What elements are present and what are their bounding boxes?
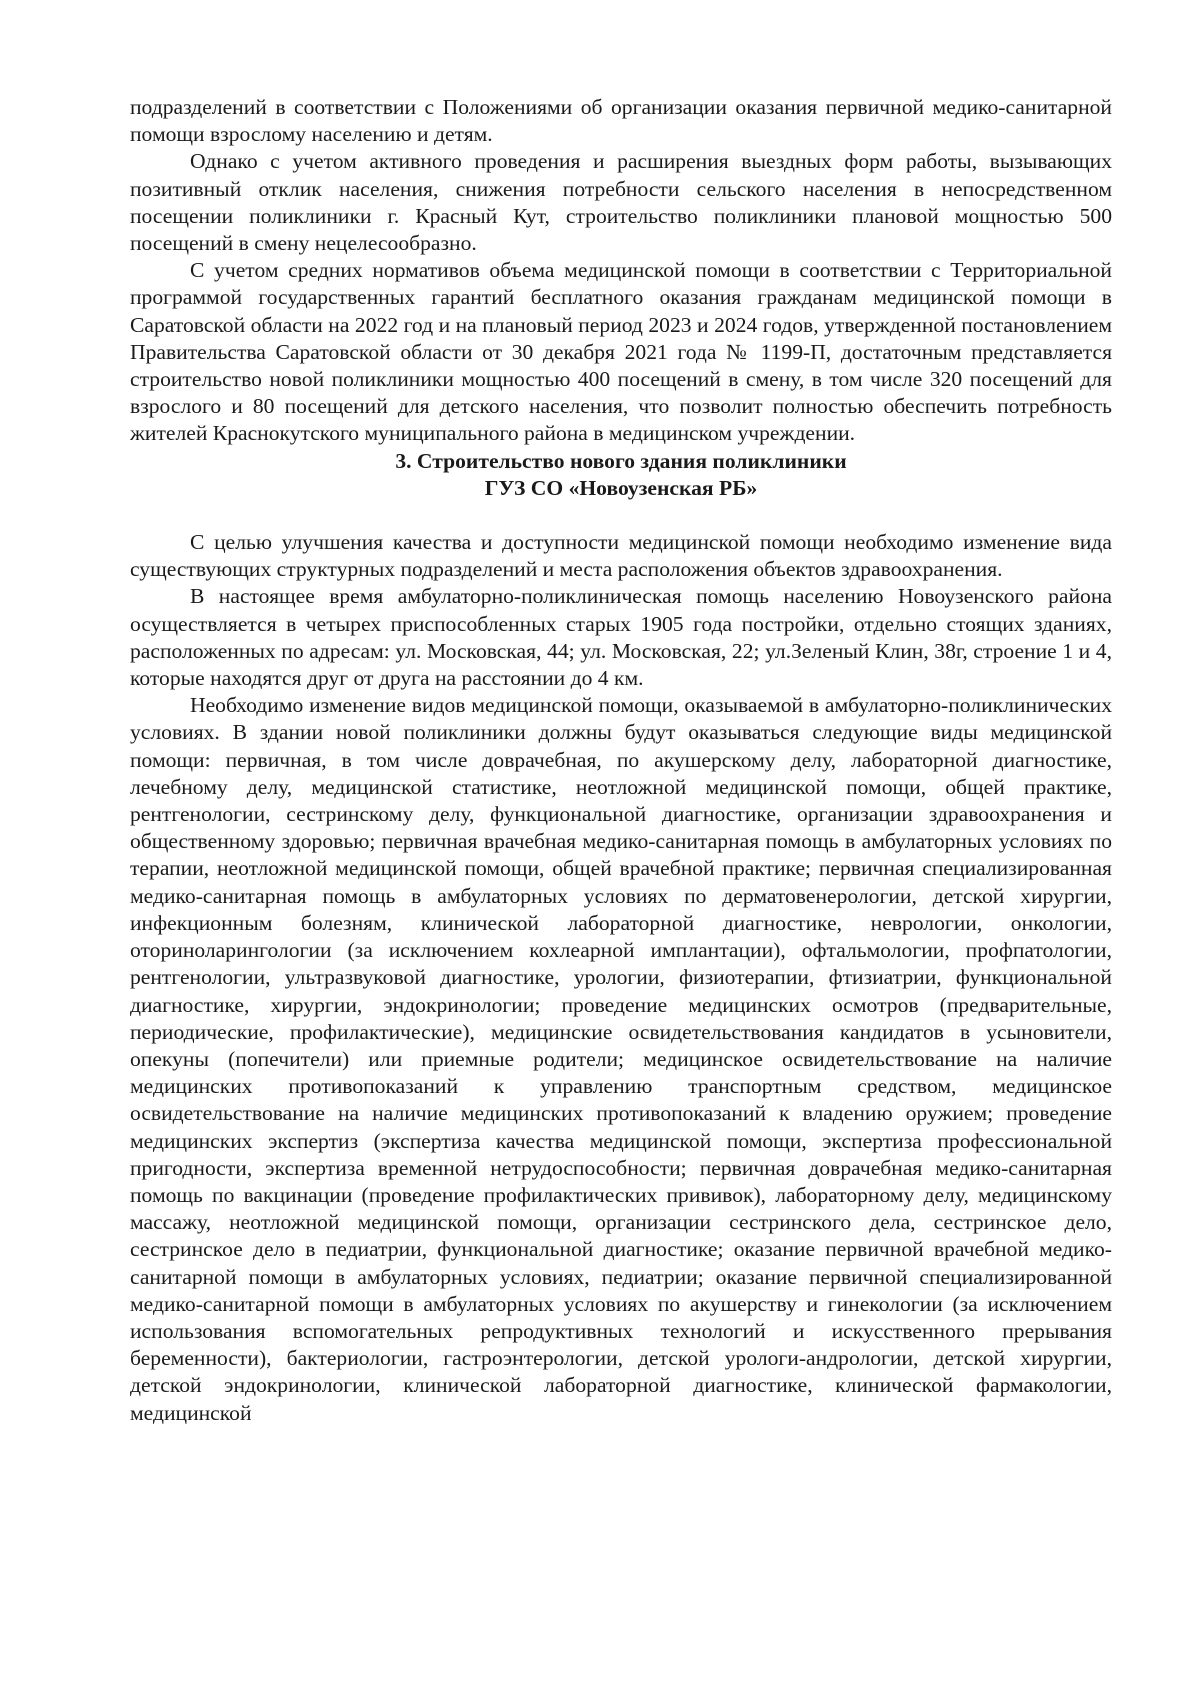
paragraph: С целью улучшения качества и доступности медицинской помощи необходимо изменение вида существующих структурных подразделений и места расположения объектов здравоохранения. — [130, 530, 1112, 582]
section-heading — [130, 448, 1112, 502]
paragraph: С учетом средних нормативов объема медицинской помощи в соответствии с Территориальной программой государственных гарантий бесплатного оказания гражданам медицинской помощи в Саратовской области на 2022 год и на плановый период 2023 и 2024 годов, утвержденной постановлением Правительства Саратовской области от 30 декабря 2021 года № 1199-П, достаточным представляется строительство новой поликлиники мощностью 400 посещений в смену, в том числе 320 посещений для взрослого и 80 посещений для детского населения, что позволит полностью обеспечить потребность жителей Краснокутского муниципального района в медицинском учреждении. — [130, 258, 1112, 446]
section-heading-line: ГУЗ СО «Новоузенская РБ» — [484, 475, 758, 500]
paragraph: Необходимо изменение видов медицинской помощи, оказываемой в амбулаторно-поликлинических условиях. В здании новой поликлиники должны будут оказываться следующие виды медицинской помощи: первичная, в том числе доврачебная, по акушерскому делу, лабораторной диагностике, лечебному делу, медицинской статистике, неотложной медицинской помощи, общей практике, рентгенологии, сестринскому делу, функциональной диагностике, организации здравоохранения и общественному здоровью; первичная врачебная медико-санитарная помощь в амбулаторных условиях по терапии, неотложной медицинской помощи, общей врачебной практике; первичная специализированная медико-санитарная помощь в амбулаторных условиях по дерматовенерологии, детской хирургии, инфекционным болезням, клинической лабораторной диагностике, неврологии, онкологии, оториноларингологии (за исключением кохлеарной имплантации), офтальмологии, профпатологии, рентгенологии, ультразвуковой диагностике, урологии, физиотерапии, фтизиатрии, функциональной диагностике, хирургии, эндокринологии; проведение медицинских осмотров (предварительные, периодические, профилактические), медицинские освидетельствования кандидатов в усыновители, опекуны (попечители) или приемные родители; медицинское освидетельствование на наличие медицинских противопоказаний к управлению транспортным средством, медицинское освидетельствование на наличие медицинских противопоказаний к владению оружием; проведение медицинских экспертиз (экспертиза качества медицинской помощи, экспертиза профессиональной пригодности, экспертиза временной нетрудоспособности; первичная доврачебная медико-санитарная помощь по вакцинации (проведение профилактических прививок), лабораторному делу, медицинскому массажу, неотложной медицинской помощи, организации сестринского дела, сестринское дело, сестринское дело в педиатрии, функциональной диагностике; оказание первичной врачебной медико-санитарной помощи в амбулаторных условиях, педиатрии; оказание первичной специализированной медико-санитарной помощи в амбулаторных условиях по акушерству и гинекологии (за исключением использования вспомогательных репродуктивных технологий и искусственного прерывания беременности), бактериологии, гастроэнтерологии, детской урологи-андрологии, детской хирургии, детской эндокринологии, клинической лабораторной диагностике, клинической фармакологии, медицинской — [130, 693, 1112, 1425]
paragraph: Однако с учетом активного проведения и расширения выездных форм работы, вызывающих позитивный отклик населения, снижения потребности сельского населения в непосредственном посещении поликлиники г. Красный Кут, строительство поликлиники плановой мощностью 500 посещений в смену нецелесообразно. — [130, 149, 1112, 256]
spacer — [130, 502, 1112, 529]
paragraph: подразделений в соответствии с Положениями об организации оказания первичной медико-санитарной помощи взрослому населению и детям. — [130, 95, 1112, 147]
section-heading-line: 3. Строительство нового здания поликлиники — [395, 448, 847, 473]
paragraph: В настоящее время амбулаторно-поликлиническая помощь населению Новоузенского района осуществляется в четырех приспособленных старых 1905 года постройки, отдельно стоящих зданиях, расположенных по адресам: ул. Московская, 44; ул. Московская, 22; ул.Зеленый Клин, 38г, строение 1 и 4, которые находятся друг от друга на расстоянии до 4 км. — [130, 584, 1112, 691]
document-page — [130, 94, 1112, 1427]
